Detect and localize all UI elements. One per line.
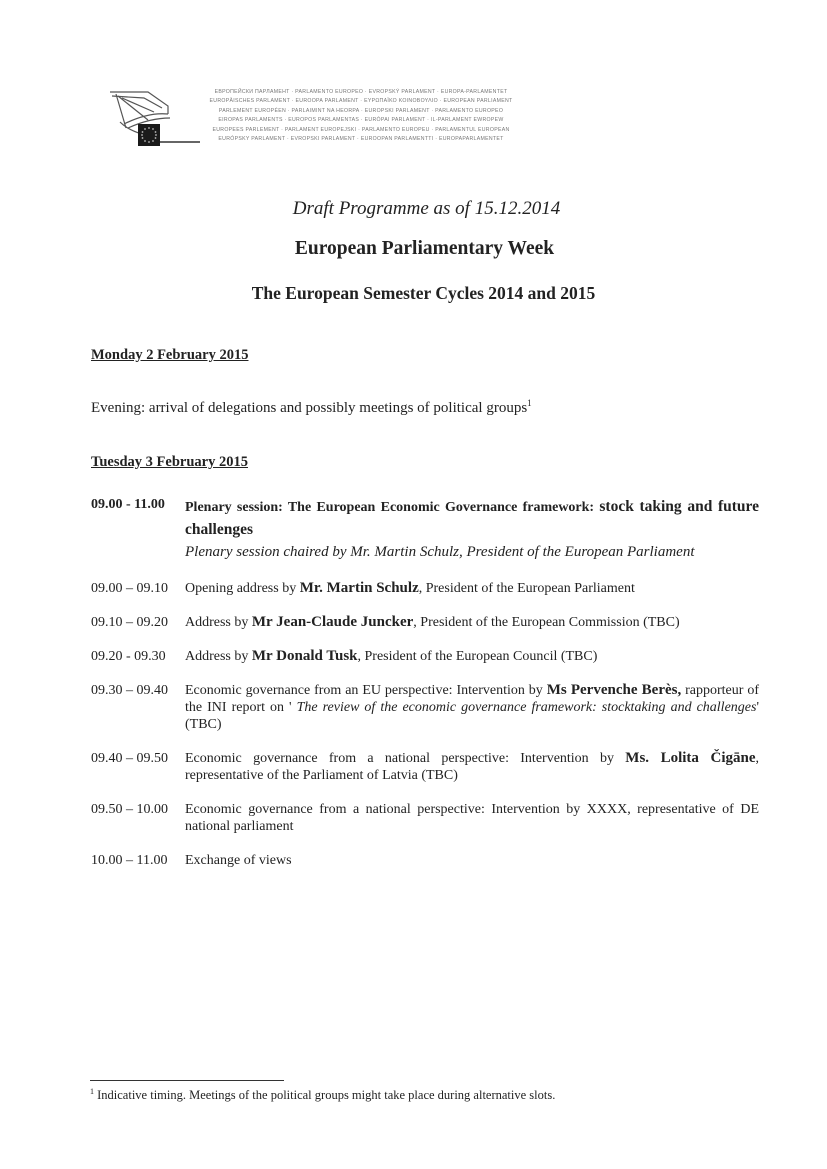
speaker-name: Ms. Lolita Čigāne — [625, 750, 756, 766]
logo-line: EIROPAS PARLAMENTS · EUROPOS PARLAMENTAS · EURÓPAI PARLAMENT · IL-PARLAMENT EWROPEW — [218, 117, 504, 124]
agenda-text: Exchange of views — [185, 853, 292, 868]
agenda-item — [91, 614, 759, 631]
agenda-time: 09.10 – 09.20 — [91, 615, 168, 630]
agenda-item — [91, 852, 759, 869]
logo-line: PARLEMENT EUROPÉEN · PARLAIMINT NA HEORPA · EUROPSKI PARLAMENT · PARLAMENTO EUROPEO — [218, 107, 504, 114]
agenda-text: Opening address by — [185, 581, 300, 596]
report-title: The review of the economic governance framework: stocktaking and challenges — [296, 700, 757, 715]
agenda-text: Economic governance from a national perspective: Intervention by — [185, 751, 626, 766]
footnote-ref: 1 — [527, 398, 532, 408]
agenda-text: , representative of the Parliament of Latvia (TBC) — [185, 751, 759, 783]
agenda-item — [91, 750, 759, 784]
agenda-item — [91, 648, 759, 665]
speaker-name: Mr. Martin Schulz — [299, 580, 419, 596]
agenda-text: Economic governance from a national perspective: Intervention by XXXX, representative of DE national parliament — [185, 802, 759, 834]
draft-date: Draft Programme as of 15.12.2014 — [292, 198, 561, 219]
footnote — [90, 1087, 555, 1103]
agenda-text: Address by — [185, 615, 252, 630]
footnote-number: 1 — [90, 1087, 94, 1096]
logo-line: EUROPEES PARLEMENT · PARLAMENT EUROPEJSKI · PARLAMENTO EUROPEU · PARLAMENTUL EUROPEAN — [212, 126, 510, 133]
agenda-text: Economic governance from an EU perspective: Intervention by — [185, 683, 547, 698]
logo-line: EURÓPSKY PARLAMENT · EVROPSKI PARLAMENT · EUROOPAN PARLAMENTTI · EUROPAPARLAMENTET — [218, 136, 504, 143]
agenda-time: 09.20 - 09.30 — [91, 649, 166, 664]
speaker-name: Mr Donald Tusk — [251, 648, 358, 664]
agenda-time: 09.50 – 10.00 — [91, 802, 168, 817]
day-heading-monday: Monday 2 February 2015 — [91, 347, 249, 363]
session-time: 09.00 - 11.00 — [91, 497, 165, 512]
logo-wordmark — [196, 88, 526, 144]
page-subtitle: The European Semester Cycles 2014 and 2015 — [251, 283, 596, 303]
agenda-text: , President of the European Parliament — [418, 581, 635, 596]
logo-line: ЕВРОПЕЙСКИ ПАРЛАМЕНТ · PARLAMENTO EUROPEO · EVROPSKÝ PARLAMENT · EUROPA-PARLAMENTET — [214, 89, 508, 95]
agenda-item — [91, 682, 759, 733]
agenda-text: ' (TBC) — [185, 700, 759, 732]
evening-text: Evening: arrival of delegations and possibly meetings of political groups — [91, 400, 528, 416]
session-title-part: Plenary session: The European Economic Governance framework: — [185, 500, 600, 515]
european-parliament-logo-icon — [108, 84, 200, 156]
agenda-time: 09.30 – 09.40 — [91, 683, 168, 698]
agenda-item — [91, 580, 759, 597]
footnote-text: Indicative timing. Meetings of the political groups might take place during alternative slots. — [94, 1088, 556, 1103]
session-row — [91, 496, 759, 563]
agenda-time: 10.00 – 11.00 — [91, 853, 168, 868]
footnote-divider — [90, 1080, 284, 1081]
agenda-text: rapporteur of the INI report on ' — [185, 683, 760, 715]
agenda-text: , President of the European Commission (TBC) — [413, 615, 680, 630]
speaker-name: Ms Pervenche Berès, — [546, 682, 682, 698]
page-title: European Parliamentary Week — [294, 238, 555, 259]
session-title — [185, 496, 759, 542]
session-chair: Plenary session chaired by Mr. Martin Schulz, President of the European Parliament — [185, 544, 695, 560]
day-heading-tuesday: Tuesday 3 February 2015 — [91, 454, 248, 470]
agenda-item — [91, 801, 759, 835]
monday-evening-text — [91, 398, 532, 417]
agenda-text: , President of the European Council (TBC) — [357, 649, 598, 664]
agenda-time: 09.00 – 09.10 — [91, 581, 168, 596]
logo-line: EUROPÄISCHES PARLAMENT · EUROOPA PARLAMENT · ΕΥΡΩΠΑΪΚΟ ΚΟΙΝΟΒΟΥΛΙΟ · EUROPEAN PARLIAMENT — [209, 98, 513, 105]
agenda-text: Address by — [185, 649, 252, 664]
speaker-name: Mr Jean-Claude Juncker — [251, 614, 414, 630]
agenda-time: 09.40 – 09.50 — [91, 751, 168, 766]
session-title-part: stock taking and future challenges — [185, 498, 760, 538]
